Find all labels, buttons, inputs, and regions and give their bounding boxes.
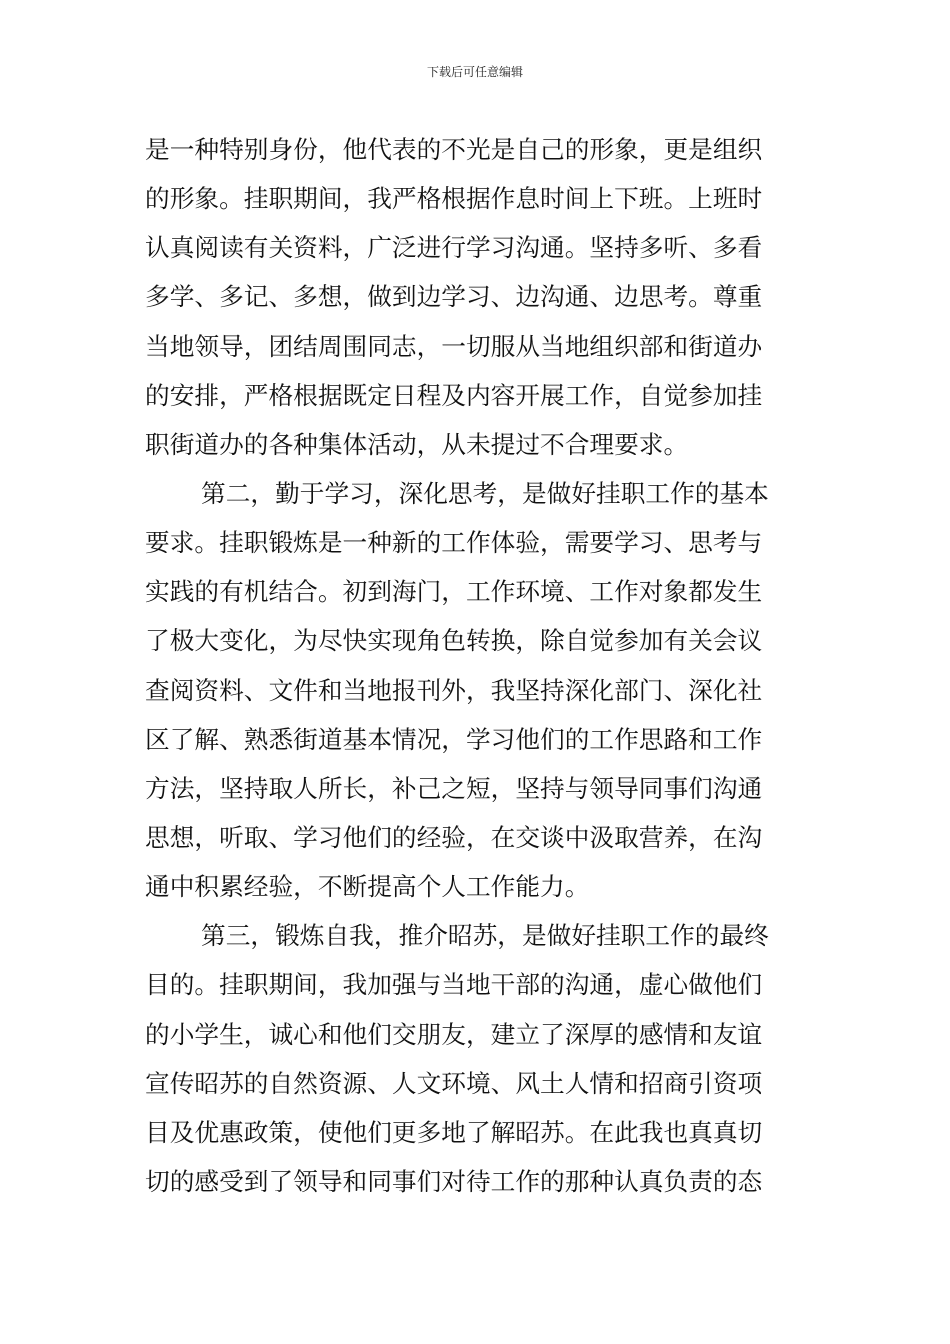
text-line: 思想，听取、学习他们的经验，在交谈中汲取营养，在沟 [145, 822, 763, 852]
text-line: 了极大变化，为尽快实现角色转换，除自觉参加有关会议 [145, 626, 763, 656]
text-line: 的安排，严格根据既定日程及内容开展工作，自觉参加挂 [145, 380, 763, 410]
text-line: 是一种特别身份，他代表的不光是自己的形象，更是组织 [145, 135, 763, 164]
text-line: 当地领导，团结周围同志，一切服从当地组织部和街道办 [145, 331, 763, 361]
page-header: 下载后可任意编辑 [426, 65, 523, 79]
text-line: 区了解、熟悉街道基本情况，学习他们的工作思路和工作 [145, 724, 763, 754]
text-line: 目及优惠政策，使他们更多地了解昭苏。在此我也真真切 [145, 1117, 763, 1147]
text-line: 的小学生，诚心和他们交朋友，建立了深厚的感情和友谊 [145, 1019, 763, 1049]
paragraph-start-line: 第二，勤于学习，深化思考，是做好挂职工作的基本 [201, 478, 769, 508]
text-line: 查阅资料、文件和当地报刊外，我坚持深化部门、深化社 [145, 675, 763, 705]
text-line: 实践的有机结合。初到海门，工作环境、工作对象都发生 [145, 577, 763, 607]
text-line: 宣传昭苏的自然资源、人文环境、风土人情和招商引资项 [145, 1068, 763, 1098]
text-line: 通中积累经验，不断提高个人工作能力。 [145, 872, 590, 902]
text-line: 切的感受到了领导和同事们对待工作的那种认真负责的态 [145, 1166, 763, 1196]
text-line: 多学、多记、多想，做到边学习、边沟通、边思考。尊重 [145, 282, 763, 312]
document-body [145, 125, 807, 1206]
text-line: 方法，坚持取人所长，补己之短，坚持与领导同事们沟通 [145, 773, 763, 803]
text-line: 认真阅读有关资料，广泛进行学习沟通。坚持多听、多看 [145, 233, 763, 263]
text-line: 的形象。挂职期间，我严格根据作息时间上下班。上班时 [145, 184, 763, 214]
text-line: 目的。挂职期间，我加强与当地干部的沟通，虚心做他们 [145, 970, 763, 1000]
text-line: 职街道办的各种集体活动，从未提过不合理要求。 [145, 429, 689, 459]
paragraph-start-line: 第三，锻炼自我，推介昭苏，是做好挂职工作的最终 [201, 921, 769, 951]
text-line: 要求。挂职锻炼是一种新的工作体验，需要学习、思考与 [145, 528, 763, 558]
